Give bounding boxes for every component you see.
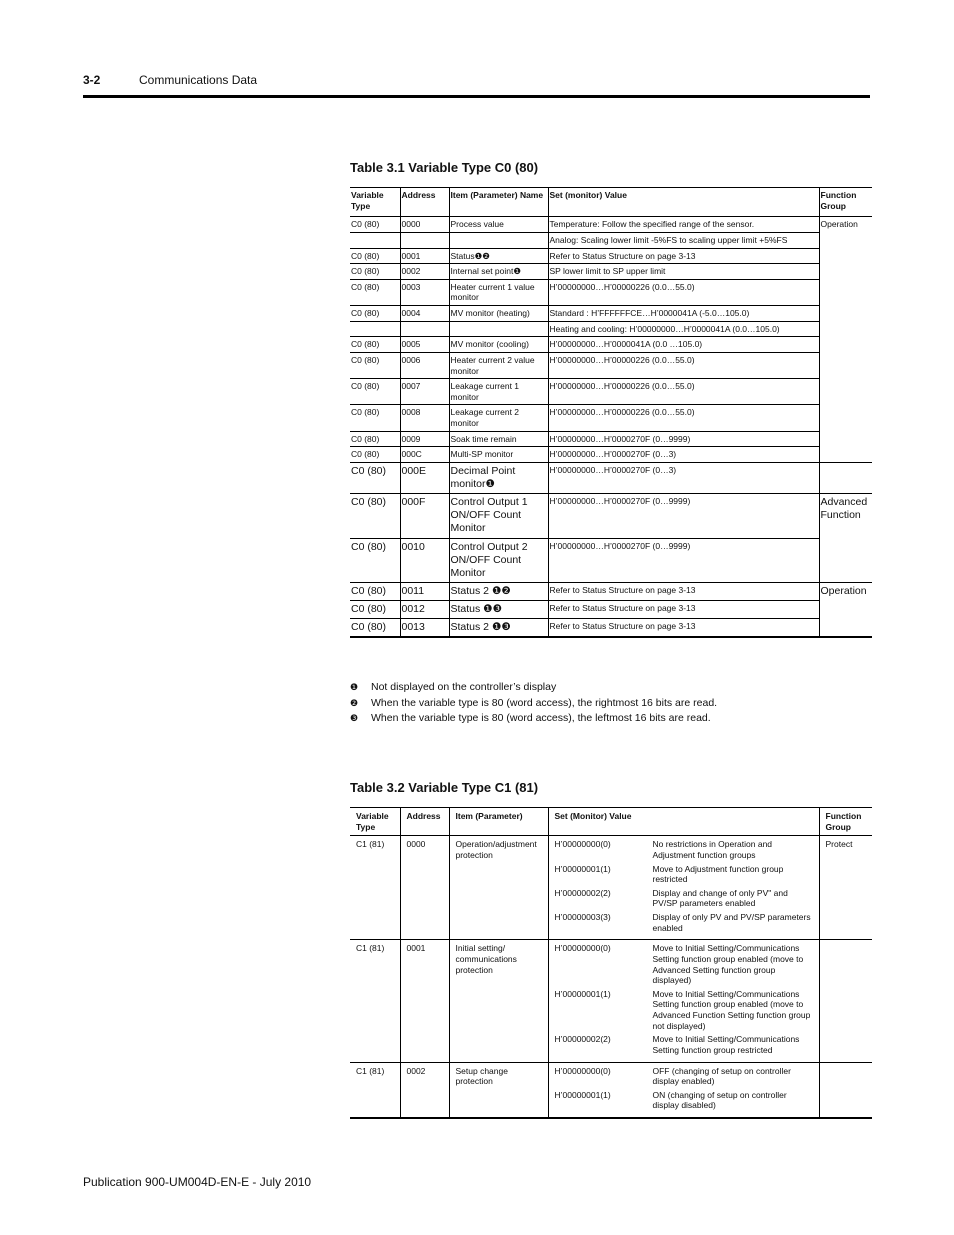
variable-type-cell: C0 (80) xyxy=(351,621,387,634)
item-cell: Status❶❷ xyxy=(449,248,548,264)
setting-description: Display and change of only PV" and PV/SP parameters enabled xyxy=(652,887,788,909)
table-row xyxy=(350,405,872,431)
address-cell: 0003 xyxy=(400,279,449,305)
address-cell: 0004 xyxy=(400,306,449,322)
col-header: Variable Type xyxy=(356,811,389,832)
setting-value xyxy=(555,943,815,986)
table-row xyxy=(350,352,872,378)
value-cell: H’00000000…H’0000270F (0…3) xyxy=(548,462,819,493)
variable-type-cell: C0 (80) xyxy=(351,407,380,418)
variable-type-cell: C0 (80) xyxy=(351,584,387,597)
setting-description: Move to Adjustment function group restricted xyxy=(652,863,784,885)
setting-description: Move to Initial Setting/Communications Setting function group enabled (move to Advanced Function Setting function group not displayed) xyxy=(652,988,811,1031)
address-cell: 000E xyxy=(400,462,449,493)
variable-type-cell: C0 (80) xyxy=(351,496,387,509)
variable-type-cell: C0 (80) xyxy=(351,266,380,277)
table-row xyxy=(350,619,872,638)
footnote xyxy=(350,711,717,727)
variable-type-cell: C0 (80) xyxy=(351,540,387,553)
footnote-text: Not displayed on the controller’s display xyxy=(371,681,557,693)
variable-type-cell xyxy=(350,232,400,248)
address-cell: 0009 xyxy=(400,431,449,447)
function-group-cell: Operation xyxy=(819,582,872,637)
table-row xyxy=(350,248,872,264)
setting-code: H’00000003(3) xyxy=(554,912,611,922)
footnotes xyxy=(350,680,717,727)
value-cell: Standard : H’FFFFFFCE…H’0000041A (-5.0…105.0) xyxy=(548,306,819,322)
variable-type-cell: C0 (80) xyxy=(351,339,380,350)
item-cell: Heater current 2 value monitor xyxy=(449,352,548,378)
setting-value xyxy=(555,989,815,1032)
footnote-mark: ❸ xyxy=(350,713,359,723)
table-row xyxy=(350,1062,872,1118)
value-cell: H’00000000…H’00000226 (0.0…55.0) xyxy=(548,405,819,431)
value-cell: SP lower limit to SP upper limit xyxy=(548,264,819,280)
value-cell: Analog: Scaling lower limit -5%FS to scaling upper limit +5%FS xyxy=(548,232,819,248)
item-cell: Soak time remain xyxy=(449,431,548,447)
table-row xyxy=(350,321,872,337)
value-cell xyxy=(548,940,819,1062)
setting-code: H’00000001(1) xyxy=(554,1089,611,1100)
section-title: Communications Data xyxy=(139,73,258,87)
col-header: Set (Monitor) Value xyxy=(548,808,819,836)
function-group-cell xyxy=(819,940,872,1062)
setting-code: H’00000001(1) xyxy=(554,863,611,874)
function-group-cell: Protect xyxy=(819,836,872,940)
item-cell: Initial setting/ communications protection xyxy=(449,940,548,1062)
footnote xyxy=(350,696,717,712)
address-cell: 0001 xyxy=(400,940,449,1062)
value-cell: H’00000000…H’00000226 (0.0…55.0) xyxy=(548,279,819,305)
address-cell: 0007 xyxy=(400,379,449,405)
value-cell xyxy=(548,1062,819,1118)
item-cell: Status 2 ❶❸ xyxy=(449,619,548,638)
address-cell: 0006 xyxy=(400,352,449,378)
setting-description: ON (changing of setup on controller display disabled) xyxy=(652,1089,787,1111)
value-cell: Refer to Status Structure on page 3-13 xyxy=(548,582,819,600)
item-cell: MV monitor (cooling) xyxy=(449,337,548,353)
setting-value xyxy=(555,864,815,885)
setting-description: Display of only PV and PV/SP parameters enabled xyxy=(652,912,811,933)
item-cell: Leakage current 1 monitor xyxy=(449,379,548,405)
setting-code: H’00000002(2) xyxy=(554,1034,611,1045)
value-cell: H’00000000…H’0000270F (0…9999) xyxy=(548,494,819,538)
variable-type-cell: C0 (80) xyxy=(351,281,380,292)
item-cell: Status ❶❸ xyxy=(449,601,548,619)
page-number: 3-2 xyxy=(83,73,101,87)
function-group-cell xyxy=(819,1062,872,1118)
table-row xyxy=(350,447,872,463)
address-cell: 0002 xyxy=(400,1062,449,1118)
function-group-cell: Advanced Function xyxy=(819,494,872,583)
col-header: Address xyxy=(400,188,449,217)
table-row xyxy=(350,836,872,940)
item-cell: Decimal Point monitor❶ xyxy=(449,462,548,493)
variable-type-cell: C1 (81) xyxy=(356,943,385,954)
setting-description: OFF (changing of setup on controller display enabled) xyxy=(652,1065,791,1087)
table-row xyxy=(350,582,872,600)
col-header: Function Group xyxy=(819,808,872,836)
table-row xyxy=(350,379,872,405)
table-row xyxy=(350,232,872,248)
setting-code: H’00000002(2) xyxy=(554,887,611,898)
variable-type-cell: C0 (80) xyxy=(351,219,380,230)
setting-code: H’00000000(0) xyxy=(554,839,611,850)
value-cell: Temperature: Follow the specified range of the sensor. xyxy=(548,217,819,233)
setting-code: H’00000000(0) xyxy=(554,1065,611,1076)
setting-value xyxy=(555,1034,815,1055)
table-row xyxy=(350,494,872,538)
value-cell xyxy=(548,836,819,940)
item-cell: Multi-SP monitor xyxy=(449,447,548,463)
variable-type-cell xyxy=(350,321,400,337)
table-row xyxy=(350,279,872,305)
footnote xyxy=(350,680,717,696)
item-cell: Control Output 1 ON/OFF Count Monitor xyxy=(449,494,548,538)
table-header-row xyxy=(350,808,872,836)
table-row xyxy=(350,940,872,1062)
setting-description: Move to Initial Setting/Communications Setting function group enabled (move to Advanced Setting function group displayed) xyxy=(652,943,804,986)
col-header: Set (monitor) Value xyxy=(548,188,819,217)
item-cell: Leakage current 2 monitor xyxy=(449,405,548,431)
setting-code: H’00000000(0) xyxy=(554,943,611,954)
item-cell: Process value xyxy=(449,217,548,233)
col-header: Variable Type xyxy=(351,190,384,211)
variable-type-cell: C0 (80) xyxy=(351,603,387,615)
setting-code: H’00000001(1) xyxy=(554,988,611,999)
col-header: Item (Parameter) Name xyxy=(449,188,548,217)
table2-caption: Table 3.2 Variable Type C1 (81) xyxy=(350,780,539,795)
item-cell: Heater current 1 value monitor xyxy=(449,279,548,305)
variable-type-cell: C0 (80) xyxy=(351,464,387,477)
value-cell: Refer to Status Structure on page 3-13 xyxy=(548,619,819,638)
item-cell: Status 2 ❶❷ xyxy=(449,582,548,600)
publication-footer: Publication 900-UM004D-EN-E - July 2010 xyxy=(83,1175,312,1189)
value-cell: Refer to Status Structure on page 3-13 xyxy=(548,601,819,619)
item-cell xyxy=(449,321,548,337)
address-cell: 0005 xyxy=(400,337,449,353)
footnote-text: When the variable type is 80 (word access), the leftmost 16 bits are read. xyxy=(371,712,711,724)
address-cell: 0002 xyxy=(400,264,449,280)
address-cell: 000C xyxy=(400,447,449,463)
table-row xyxy=(350,431,872,447)
item-cell: MV monitor (heating) xyxy=(449,306,548,322)
address-cell xyxy=(400,321,449,337)
value-cell: Heating and cooling: H’00000000…H’0000041A (0.0…105.0) xyxy=(548,321,819,337)
address-cell: 0010 xyxy=(400,538,449,582)
item-cell: Setup change protection xyxy=(449,1062,548,1118)
variable-type-cell: C0 (80) xyxy=(351,381,380,392)
function-group-cell: Operation xyxy=(819,217,872,463)
address-cell: 0008 xyxy=(400,405,449,431)
table-row xyxy=(350,337,872,353)
address-cell: 000F xyxy=(400,494,449,538)
address-cell: 0000 xyxy=(400,836,449,940)
table1-caption: Table 3.1 Variable Type C0 (80) xyxy=(350,160,539,175)
value-cell: H’00000000…H’0000041A (0.0 …105.0) xyxy=(548,337,819,353)
setting-value xyxy=(555,912,815,933)
address-cell xyxy=(400,232,449,248)
table-row xyxy=(350,217,872,233)
table-row xyxy=(350,462,872,493)
variable-type-cell: C1 (81) xyxy=(356,1065,385,1076)
table-variable-type-c0 xyxy=(350,187,872,638)
setting-value xyxy=(555,1090,815,1111)
variable-type-cell: C0 (80) xyxy=(351,449,380,460)
address-cell: 0011 xyxy=(400,582,449,600)
footnote-mark: ❶ xyxy=(350,682,359,692)
address-cell: 0000 xyxy=(400,217,449,233)
table-row xyxy=(350,601,872,619)
setting-description: No restrictions in Operation and Adjustment function groups xyxy=(652,839,773,860)
col-header: Function Group xyxy=(819,188,872,217)
header-rule xyxy=(83,95,870,98)
value-cell: H’00000000…H’00000226 (0.0…55.0) xyxy=(548,379,819,405)
variable-type-cell: C1 (81) xyxy=(356,839,385,850)
col-header: Address xyxy=(400,808,449,836)
setting-description: Move to Initial Setting/Communications Setting function group restricted xyxy=(652,1034,800,1055)
variable-type-cell: C0 (80) xyxy=(351,308,380,318)
value-cell: H’00000000…H’00000226 (0.0…55.0) xyxy=(548,352,819,378)
footnote-mark: ❷ xyxy=(350,697,359,708)
variable-type-cell: C0 (80) xyxy=(351,250,380,261)
item-cell xyxy=(449,232,548,248)
item-cell: Internal set point❶ xyxy=(449,264,548,280)
setting-value xyxy=(555,1066,815,1087)
table-row xyxy=(350,538,872,582)
setting-value xyxy=(555,888,815,909)
item-cell: Control Output 2 ON/OFF Count Monitor xyxy=(449,538,548,582)
table-header-row xyxy=(350,188,872,217)
address-cell: 0013 xyxy=(400,619,449,638)
value-cell: Refer to Status Structure on page 3-13 xyxy=(548,248,819,264)
variable-type-cell: C0 (80) xyxy=(351,354,380,365)
function-group-cell xyxy=(819,462,872,493)
table-variable-type-c1 xyxy=(350,807,872,1119)
address-cell: 0001 xyxy=(400,248,449,264)
value-cell: H’00000000…H’0000270F (0…9999) xyxy=(548,538,819,582)
variable-type-cell: C0 (80) xyxy=(351,433,380,444)
value-cell: H’00000000…H’0000270F (0…3) xyxy=(548,447,819,463)
table-row xyxy=(350,264,872,280)
item-cell: Operation/adjustment protection xyxy=(449,836,548,940)
col-header: Item (Parameter) xyxy=(449,808,548,836)
table-row xyxy=(350,306,872,322)
setting-value xyxy=(555,839,815,860)
footnote-text: When the variable type is 80 (word access), the rightmost 16 bits are read. xyxy=(371,696,718,709)
address-cell: 0012 xyxy=(400,601,449,619)
value-cell: H’00000000…H’0000270F (0…9999) xyxy=(548,431,819,447)
